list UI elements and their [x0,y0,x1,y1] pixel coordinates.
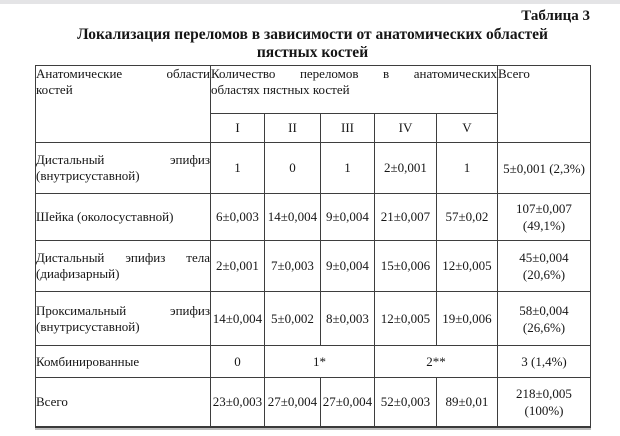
value-cell: 23±0,003 [211,378,265,427]
table-number-label: Таблица 3 [521,8,590,24]
value-cell: 27±0,004 [265,378,321,427]
row-label-cell [36,346,211,378]
row-label-line1: Шейка (околосуставной) [36,209,174,224]
document-title-line1: Локализация переломов в зависимости от анатомических областей [77,26,548,43]
row-total-cell [498,194,591,241]
merged-value-cell-iv-v: 2** [375,346,498,378]
total-header-cell: Всего [498,66,591,143]
table-row-distal-epiphysis [36,143,591,194]
row-label-cell [36,194,211,241]
value-cell: 14±0,004 [265,194,321,241]
row-total-cell [498,241,591,292]
row-label-cell [36,378,211,427]
header-row-1 [36,66,591,114]
total-line1: 3 (1,4%) [521,354,567,369]
value-cell: 89±0,01 [437,378,498,427]
value-cell: 0 [211,346,265,378]
group-header-cell [211,66,498,114]
value-cell: 9±0,004 [321,194,375,241]
window-top-strip [0,0,620,4]
document-title-line2: пястных костей [256,44,369,61]
value-cell: 9±0,004 [321,241,375,292]
row-label-line2: (диафизарный) [36,266,120,281]
row-total-cell [498,346,591,378]
row-label-line1: Комбинированные [36,353,140,369]
total-line1: 107±0,007 [516,201,572,216]
column-header-V: V [437,114,498,143]
row-label-line1: Всего [36,393,68,409]
total-line1: 218±0,005 [516,385,572,401]
document-title [35,26,590,62]
row-total-cell [498,378,591,427]
value-cell: 12±0,005 [437,241,498,292]
value-cell: 14±0,004 [211,292,265,346]
table-row-proximal-epiphysis [36,292,591,346]
total-line1: 58±0,004 [519,302,569,318]
row-label-cell [36,143,211,194]
column-header-I: I [211,114,265,143]
row-label-line1: Дистальный эпифиз тела [36,250,210,265]
total-line2: (49,1%) [522,218,566,233]
corner-header-line2: костей [36,82,73,97]
column-header-IV: IV [375,114,437,143]
row-label-cell [36,241,211,292]
corner-header-cell [36,66,211,143]
column-header-III: III [321,114,375,143]
value-cell: 0 [265,143,321,194]
value-cell: 1 [321,143,375,194]
row-label-line1: Дистальный эпифиз [36,152,210,167]
value-cell: 57±0,02 [437,194,498,241]
group-header-line2: областях пястных костей [211,82,350,97]
value-cell: 12±0,005 [375,292,437,346]
row-label-line2: (внутрисуставной) [36,168,140,183]
merged-value-cell-ii-iii: 1* [265,346,375,378]
value-cell: 5±0,002 [265,292,321,346]
total-line2: (26,6%) [522,319,566,335]
value-cell: 52±0,003 [375,378,437,427]
total-line1: 45±0,004 [519,250,569,265]
total-line2: (20,6%) [522,267,566,282]
corner-header-line1: Анатомические области [36,66,210,81]
value-cell: 2±0,001 [211,241,265,292]
value-cell: 1 [437,143,498,194]
value-cell: 27±0,004 [321,378,375,427]
value-cell: 6±0,003 [211,194,265,241]
group-header-line1: Количество переломов в анатомических [211,66,497,81]
table-row-neck [36,194,591,241]
value-cell: 8±0,003 [321,292,375,346]
row-label-line2: (внутрисуставной) [36,318,140,334]
table-row-grand-total [36,378,591,427]
value-cell: 2±0,001 [375,143,437,194]
value-cell: 21±0,007 [375,194,437,241]
fracture-localization-table [35,65,591,428]
row-label-cell [36,292,211,346]
value-cell: 1 [211,143,265,194]
row-label-line1: Проксимальный эпифиз [36,302,210,318]
value-cell: 7±0,003 [265,241,321,292]
value-cell: 15±0,006 [375,241,437,292]
row-total-cell [498,143,591,194]
table-row-distal-body-epiphysis [36,241,591,292]
total-line2: (100%) [524,402,564,418]
total-line1: 5±0,001 (2,3%) [503,160,585,176]
value-cell: 19±0,006 [437,292,498,346]
column-header-II: II [265,114,321,143]
table-row-combined [36,346,591,378]
row-total-cell [498,292,591,346]
